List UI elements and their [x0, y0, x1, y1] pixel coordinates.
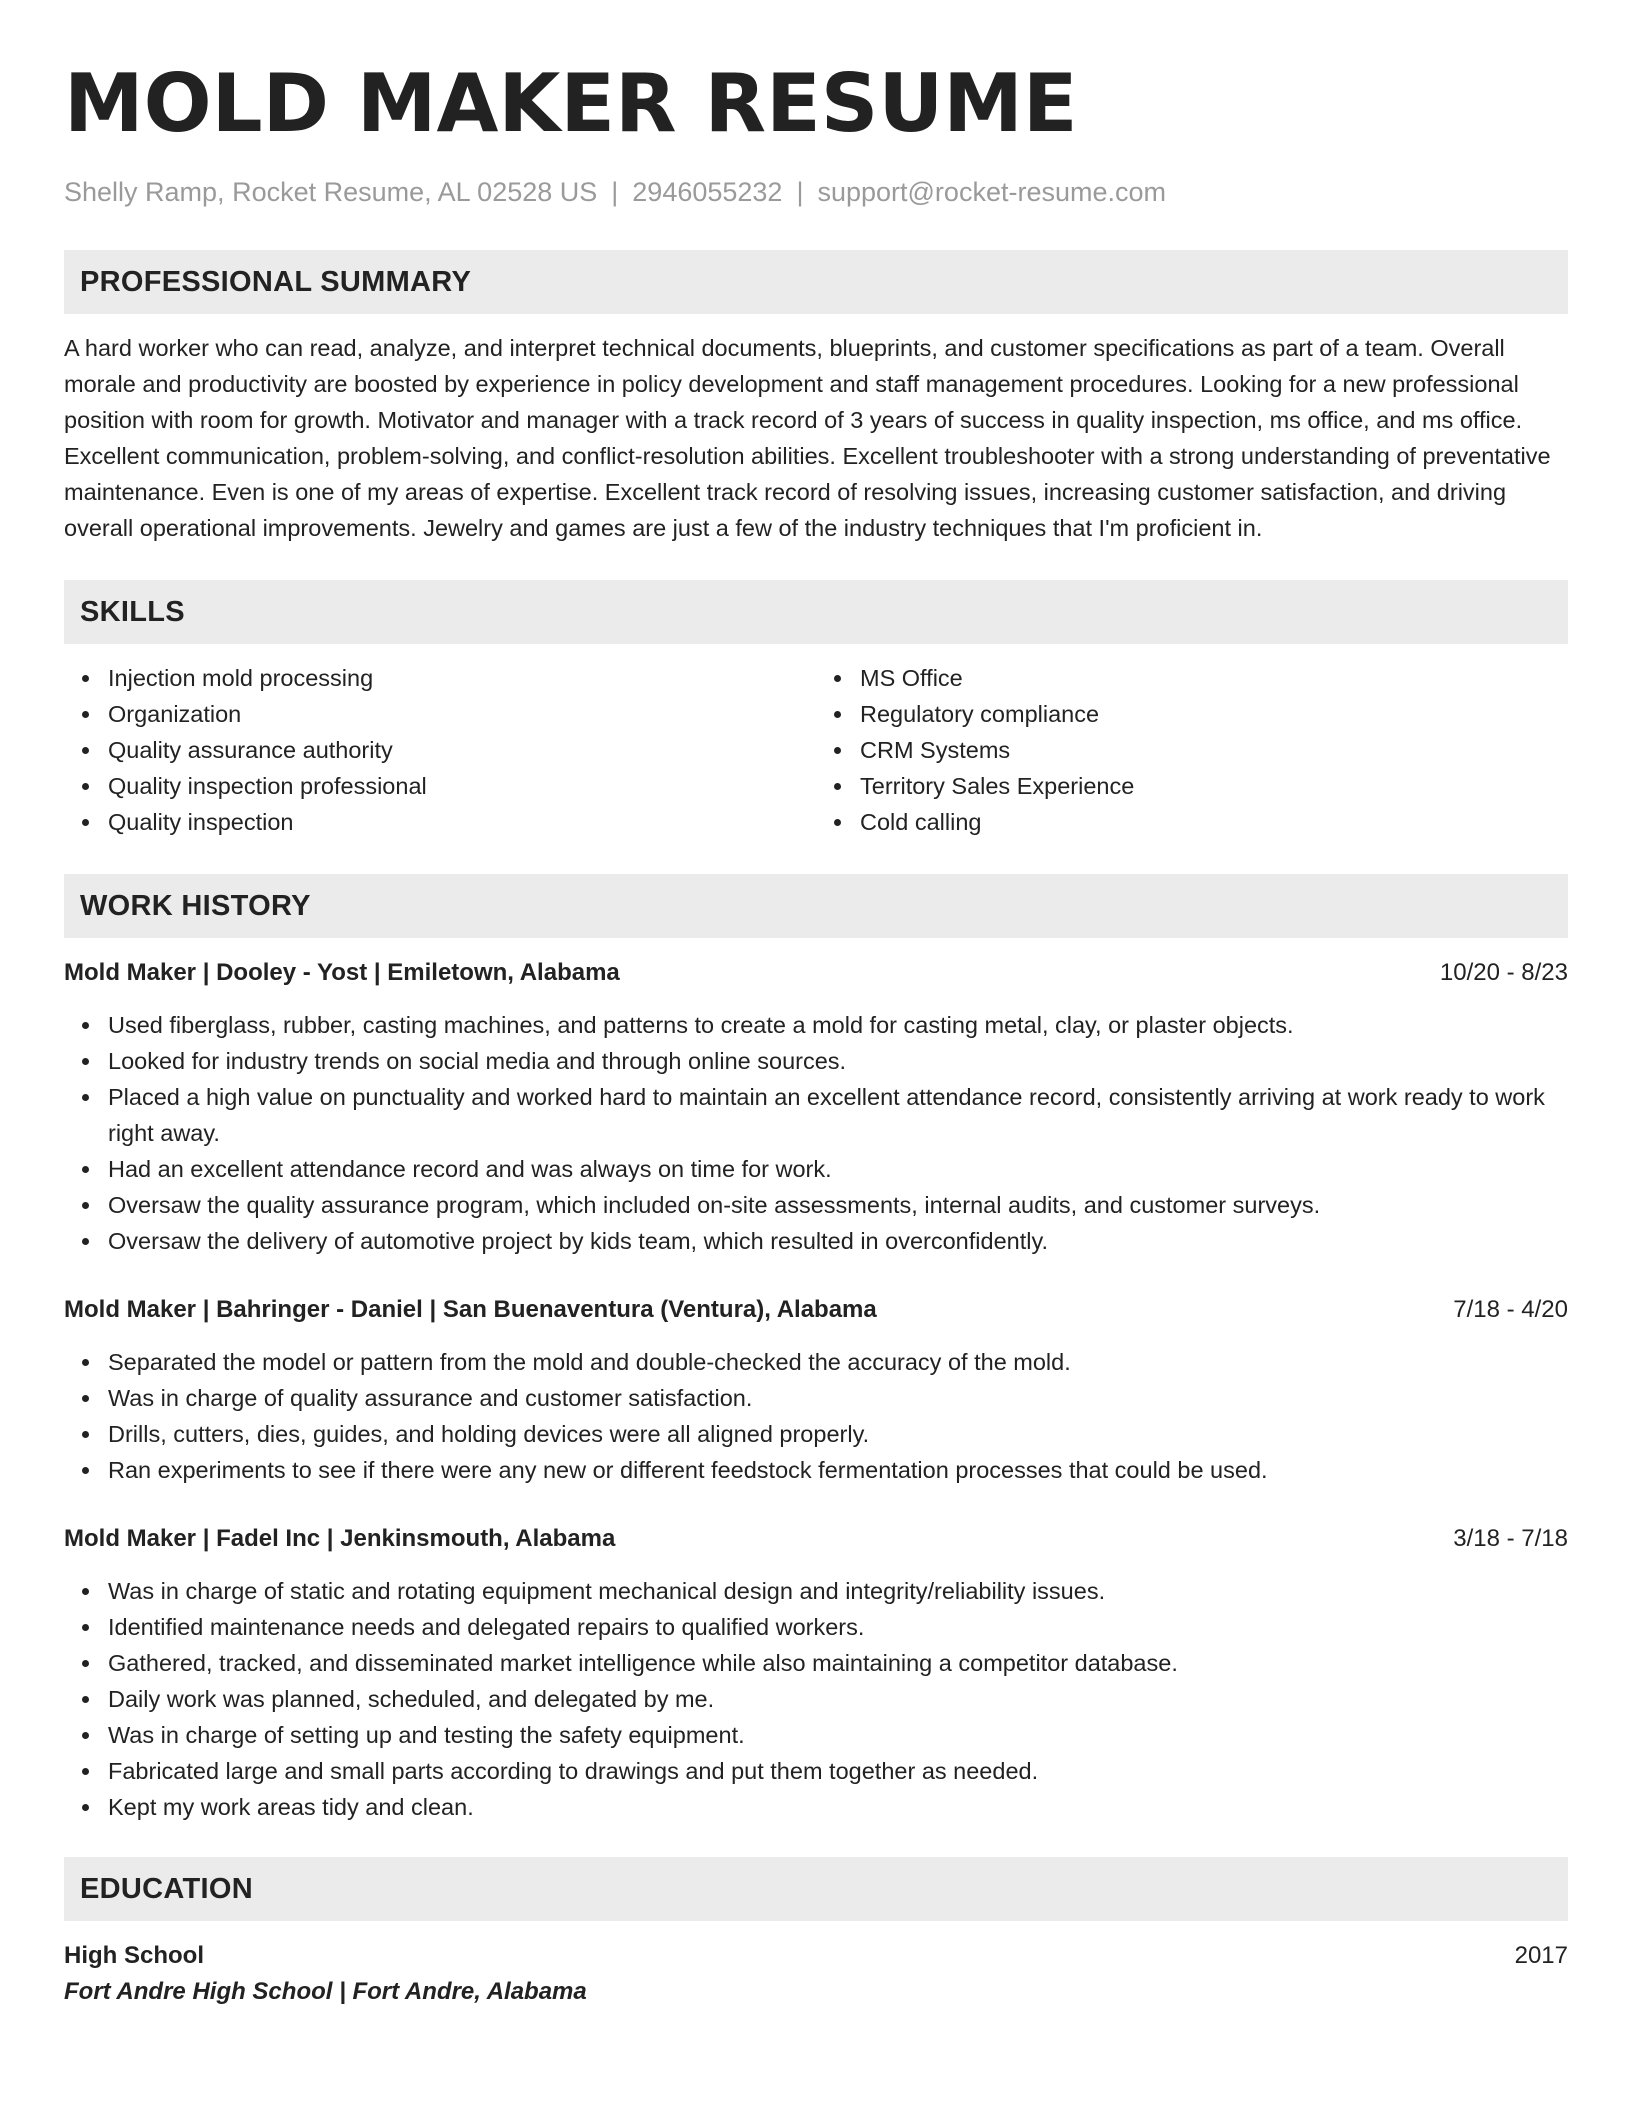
job-bullet: Was in charge of quality assurance and customer satisfaction. [108, 1380, 1568, 1416]
contact-separator: | [796, 177, 804, 207]
skills-column-right [816, 660, 1568, 840]
job-bullet: Looked for industry trends on social media and through online sources. [108, 1043, 1568, 1079]
job-bullet: Oversaw the quality assurance program, which included on-site assessments, internal audits, and customer surveys. [108, 1187, 1568, 1223]
education-header [64, 1939, 1568, 1973]
job-bullet: Kept my work areas tidy and clean. [108, 1789, 1568, 1825]
work-section-header [64, 874, 1568, 938]
summary-section-header [64, 250, 1568, 314]
job-bullet: Drills, cutters, dies, guides, and holding devices were all aligned properly. [108, 1416, 1568, 1452]
contact-separator: | [611, 177, 619, 207]
job-bullet: Oversaw the delivery of automotive project by kids team, which resulted in overconfidently. [108, 1223, 1568, 1259]
job-bullet: Used fiberglass, rubber, casting machines, and patterns to create a mold for casting metal, clay, or plaster objects. [108, 1007, 1568, 1043]
job-bullet: Identified maintenance needs and delegated repairs to qualified workers. [108, 1609, 1568, 1645]
skill-item: Territory Sales Experience [860, 768, 1568, 804]
contact-phone: 2946055232 [632, 177, 783, 207]
contact-email: support@rocket-resume.com [817, 177, 1166, 207]
job-entry [64, 1522, 1568, 1825]
skill-item: Quality inspection professional [108, 768, 816, 804]
skill-item: Quality assurance authority [108, 732, 816, 768]
summary-text: A hard worker who can read, analyze, and interpret technical documents, blueprints, and customer specifications as part of a team. Overall morale and productivity are boosted by experience in policy development and staff management procedures. Looking for a new professional position with room for growth. Motivator and manager with a track record of 3 years of success in quality inspection, ms office, and ms office. Excellent communication, problem-solving, and conflict-resolution abilities. Excellent troubleshooter with a strong understanding of preventative maintenance. Even is one of my areas of expertise. Excellent track record of resolving issues, increasing customer satisfaction, and driving overall operational improvements. Jewelry and games are just a few of the industry techniques that I'm proficient in. [64, 335, 1551, 541]
job-entry [64, 1293, 1568, 1488]
job-bullet: Ran experiments to see if there were any new or different feedstock fermentation processes that could be used. [108, 1452, 1568, 1488]
skills-list [64, 660, 1568, 840]
skill-item: Regulatory compliance [860, 696, 1568, 732]
job-header [64, 1522, 1568, 1556]
skill-item: Cold calling [860, 804, 1568, 840]
education-degree: High School [64, 1942, 204, 1969]
job-bullet: Was in charge of static and rotating equipment mechanical design and integrity/reliability issues. [108, 1573, 1568, 1609]
resume-title: MOLD MAKER RESUME [64, 57, 1078, 150]
skill-item: Quality inspection [108, 804, 816, 840]
education-heading: EDUCATION [80, 1872, 253, 1905]
job-title: Mold Maker | Bahringer - Daniel | San Buenaventura (Ventura), Alabama [64, 1296, 877, 1323]
skills-heading: SKILLS [80, 595, 185, 628]
job-dates: 3/18 - 7/18 [1453, 1525, 1568, 1552]
skill-item: Injection mold processing [108, 660, 816, 696]
job-bullet: Daily work was planned, scheduled, and delegated by me. [108, 1681, 1568, 1717]
contact-line [64, 174, 1568, 210]
job-bullets [64, 1573, 1568, 1825]
work-heading: WORK HISTORY [80, 889, 311, 922]
job-bullet: Fabricated large and small parts according to drawings and put them together as needed. [108, 1753, 1568, 1789]
education-year: 2017 [1514, 1942, 1568, 1969]
job-header [64, 956, 1568, 990]
job-bullet: Separated the model or pattern from the mold and double-checked the accuracy of the mold. [108, 1344, 1568, 1380]
job-bullets [64, 1344, 1568, 1488]
job-dates: 7/18 - 4/20 [1453, 1296, 1568, 1323]
job-bullet: Was in charge of setting up and testing the safety equipment. [108, 1717, 1568, 1753]
skill-item: CRM Systems [860, 732, 1568, 768]
education-entry [64, 1939, 1568, 2011]
job-dates: 10/20 - 8/23 [1439, 959, 1568, 986]
education-school: Fort Andre High School | Fort Andre, Alabama [64, 1978, 587, 2005]
education-section-header [64, 1857, 1568, 1921]
skills-section-header [64, 580, 1568, 644]
skill-item: Organization [108, 696, 816, 732]
job-title: Mold Maker | Dooley - Yost | Emiletown, Alabama [64, 959, 620, 986]
skills-column-left [64, 660, 816, 840]
skill-item: MS Office [860, 660, 1568, 696]
summary-heading: PROFESSIONAL SUMMARY [80, 265, 472, 298]
job-bullets [64, 1007, 1568, 1259]
contact-address: Shelly Ramp, Rocket Resume, AL 02528 US [64, 177, 598, 207]
job-bullet: Gathered, tracked, and disseminated market intelligence while also maintaining a competitor database. [108, 1645, 1568, 1681]
job-title: Mold Maker | Fadel Inc | Jenkinsmouth, Alabama [64, 1525, 616, 1552]
job-bullet: Had an excellent attendance record and was always on time for work. [108, 1151, 1568, 1187]
job-header [64, 1293, 1568, 1327]
job-entry [64, 956, 1568, 1259]
job-bullet: Placed a high value on punctuality and worked hard to maintain an excellent attendance record, consistently arriving at work ready to work right away. [108, 1079, 1568, 1151]
